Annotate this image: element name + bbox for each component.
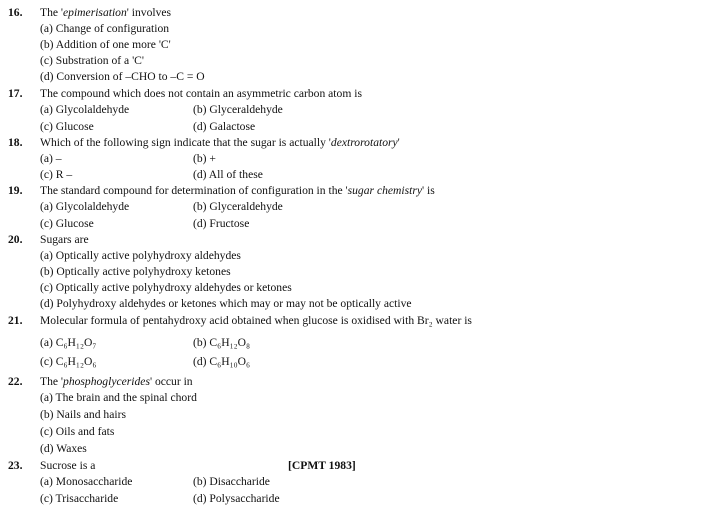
question-stem: The standard compound for determination of configuration in the 'sugar chemistry' is [40, 184, 435, 197]
option-a: (a) C₆H₁₂O₇ [40, 336, 97, 349]
question-stem: Which of the following sign indicate that the sugar is actually 'dextrorotatory' [40, 136, 400, 149]
question-stem: The compound which does not contain an asymmetric carbon atom is [40, 87, 362, 100]
option-c: (c) Optically active polyhydroxy aldehydes or ketones [40, 281, 292, 294]
option-b: (b) C₆H₁₂O₈ [193, 336, 251, 349]
question-number: 19. [8, 184, 23, 197]
question-stem: The 'epimerisation' involves [40, 6, 172, 19]
option-d: (d) Waxes [40, 442, 87, 455]
option-b: (b) Addition of one more 'C' [40, 38, 171, 51]
exam-reference: [CPMT 1983] [288, 459, 356, 472]
option-b: (b) Optically active polyhydroxy ketones [40, 265, 231, 278]
option-d: (d) All of these [193, 168, 263, 181]
option-b: (b) Glyceraldehyde [193, 103, 283, 116]
option-a: (a) The brain and the spinal chord [40, 391, 197, 404]
option-c: (c) Oils and fats [40, 425, 115, 438]
option-b: (b) + [193, 152, 216, 165]
option-d: (d) C₆H₁₀O₆ [193, 355, 251, 368]
question-number: 22. [8, 375, 23, 388]
option-c: (c) Trisaccharide [40, 492, 119, 505]
question-stem: The 'phosphoglycerides' occur in [40, 375, 193, 388]
question-number: 16. [8, 6, 23, 19]
option-a: (a) Glycolaldehyde [40, 103, 130, 116]
option-d: (d) Galactose [193, 120, 256, 133]
option-c: (c) R – [40, 168, 73, 181]
option-b: (b) Disaccharide [193, 475, 270, 488]
option-c: (c) Glucose [40, 217, 94, 230]
question-number: 23. [8, 459, 23, 472]
question-stem: Molecular formula of pentahydroxy acid obtained when glucose is oxidised with Br₂ water is [40, 314, 472, 327]
option-d: (d) Conversion of –CHO to –C = O [40, 70, 205, 83]
option-d: (d) Polysaccharide [193, 492, 280, 505]
option-a: (a) Optically active polyhydroxy aldehydes [40, 249, 241, 262]
question-number: 21. [8, 314, 23, 327]
question-number: 20. [8, 233, 23, 246]
option-a: (a) – [40, 152, 62, 165]
option-c: (c) Glucose [40, 120, 94, 133]
option-b: (b) Nails and hairs [40, 408, 126, 421]
option-a: (a) Change of configuration [40, 22, 170, 35]
option-d: (d) Polyhydroxy aldehydes or ketones which may or may not be optically active [40, 297, 412, 310]
option-a: (a) Monosaccharide [40, 475, 133, 488]
option-d: (d) Fructose [193, 217, 250, 230]
question-stem: Sucrose is a [40, 459, 96, 472]
option-a: (a) Glycolaldehyde [40, 200, 130, 213]
option-b: (b) Glyceraldehyde [193, 200, 283, 213]
question-stem: Sugars are [40, 233, 89, 246]
option-c: (c) Substration of a 'C' [40, 54, 144, 67]
question-number: 17. [8, 87, 23, 100]
question-number: 18. [8, 136, 23, 149]
option-c: (c) C₆H₁₂O₆ [40, 355, 97, 368]
